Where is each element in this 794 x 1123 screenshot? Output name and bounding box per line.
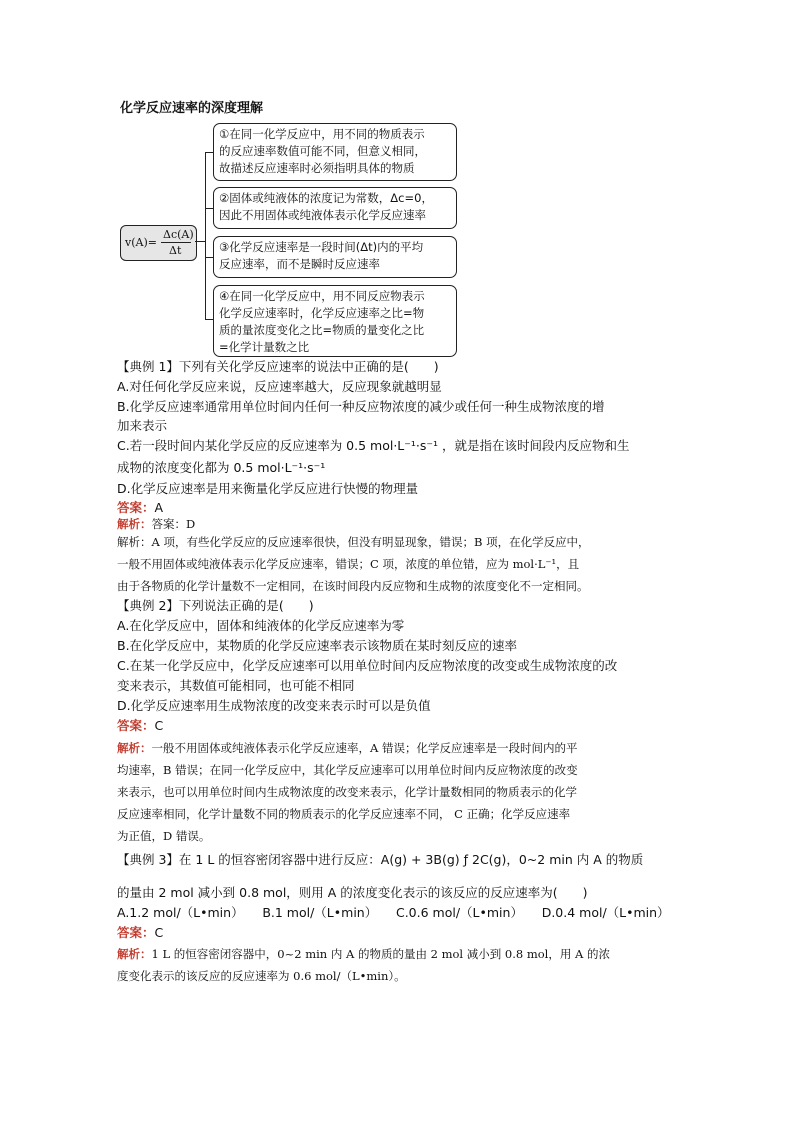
ex2-analysis-line4: 反应速率相同，化学计量数不同的物质表示的化学反应速率不同， C 正确；化学反应速率 (117, 807, 571, 821)
connector-3 (205, 257, 213, 258)
ex3-analysis-line1 (117, 943, 610, 965)
ex1-option-d: D.化学反应速率是用来衡量化学反应进行快慢的物理量 (117, 481, 419, 496)
ex2-option-d: D.化学反应速率用生成物浓度的改变来表示时可以是负值 (117, 698, 431, 713)
concept-box-2 (213, 187, 457, 229)
answer-value: A (154, 500, 164, 515)
page-title: 化学反应速率的深度理解 (120, 101, 264, 116)
ex1-option-b-line1: B.化学反应速率通常用单位时间内任何一种反应物浓度的减少或任何一种生成物浓度的增 (117, 399, 605, 414)
connector-4 (205, 319, 213, 320)
answer-label: 答案： (117, 925, 155, 940)
connector-main (195, 241, 205, 242)
ex1-analysis-line3: 由于各物质的化学计量数不一定相同，在该时间段内反应物和生成物的浓度变化不一定相同。 (117, 579, 589, 593)
ex3-analysis-line2: 度变化表示的该反应的反应速率为 0.6 mol/（L•min）。 (117, 969, 406, 983)
fraction-bar (161, 242, 191, 243)
analysis-text: 一般不用固体或纯液体表示化学反应速率，A 错误；化学反应速率是一段时间内的平 (151, 741, 578, 755)
ex1-option-b-line2: 加来表示 (117, 418, 168, 433)
ex1-analysis-line2: 一般不用固体或纯液体表示化学反应速率，错误；C 项，浓度的单位错，应为 mol·L⁻¹，且 (117, 557, 580, 571)
concept-box-3 (213, 236, 457, 278)
box4-line2: 化学反应速率时，化学反应速率之比=物 (219, 306, 425, 320)
formula-lhs: v(A)= (125, 236, 157, 249)
ex2-analysis-line1 (117, 737, 577, 759)
answer-label: 答案： (117, 718, 155, 733)
ex3-question-line2: 的量由 2 mol 减小到 0.8 mol，则用 A 的浓度变化表示的该反应的反应速率为( ) (117, 885, 588, 900)
ex2-question: 【典例 2】下列说法正确的是( ) (117, 598, 314, 613)
rate-formula (120, 225, 197, 261)
ex2-analysis-line2: 均速率，B 错误；在同一化学反应中，其化学反应速率可以用单位时间内反应物浓度的改变 (117, 763, 578, 777)
ex2-analysis-line5: 为正值，D 错误。 (117, 829, 211, 843)
ex3-options: A.1.2 mol/（L•min） B.1 mol/（L•min） C.0.6 mol/（L•min） D.0.4 mol/（L•min） (117, 905, 670, 920)
ex2-option-a: A.在化学反应中，固体和纯液体的化学反应速率为零 (117, 618, 405, 633)
box4-line1: ④在同一化学反应中，用不同反应物表示 (219, 289, 425, 303)
connector-1 (205, 152, 213, 153)
ex3-question-line1: 【典例 3】在 1 L 的恒容密闭容器中进行反应：A(g) + 3B(g) ƒ 2C(g)，0~2 min 内 A 的物质 (117, 852, 644, 867)
box2-line2: 因此不用固体或纯液体表示化学反应速率 (219, 208, 426, 222)
box4-line3: 质的量浓度变化之比=物质的量变化之比 (219, 323, 425, 337)
box4-line4: =化学计量数之比 (219, 340, 310, 354)
answer-value: C (154, 718, 164, 733)
ex2-option-c-line2: 变来表示，其数值可能相同，也可能不相同 (117, 678, 355, 693)
box3-line2: 反应速率，而不是瞬时反应速率 (219, 257, 380, 271)
analysis-label: 解析： (117, 741, 152, 755)
ex1-option-a: A.对任何化学反应来说，反应速率越大，反应现象就越明显 (117, 379, 442, 394)
answer-label: 答案： (117, 500, 155, 515)
ex2-analysis-line3: 来表示，也可以用单位时间内生成物浓度的改变来表示，化学计量数相同的物质表示的化学 (117, 785, 577, 799)
analysis-first: 答案：D (151, 517, 196, 531)
ex2-option-c-line1: C.在某一化学反应中，化学反应速率可以用单位时间内反应物浓度的改变或生成物浓度的改 (117, 658, 618, 673)
ex1-option-c-line1: C.若一段时间内某化学反应的反应速率为 0.5 mol·L⁻¹·s⁻¹ ，就是指在该时间段内反应物和生 (117, 438, 630, 453)
box1-line1: ①在同一化学反应中，用不同的物质表示 (219, 127, 425, 141)
formula-numerator: Δc(A) (163, 228, 194, 241)
analysis-label: 解析： (117, 947, 152, 961)
box1-line3: 故描述反应速率时必须指明具体的物质 (219, 161, 415, 175)
box3-line1: ③化学反应速率是一段时间(Δt)内的平均 (219, 240, 424, 254)
connector-2 (205, 208, 213, 209)
ex2-answer (117, 716, 163, 736)
answer-value: C (154, 925, 164, 940)
box2-line1: ②固体或纯液体的浓度记为常数，Δc=0， (219, 191, 433, 205)
ex3-answer (117, 923, 163, 943)
analysis-label: 解析： (117, 517, 152, 531)
connector-vertical (205, 152, 206, 319)
box1-line2: 的反应速率数值可能不同，但意义相同， (219, 144, 426, 158)
ex1-option-c-line2: 成物的浓度变化都为 0.5 mol·L⁻¹·s⁻¹ (117, 460, 326, 475)
analysis-text: 1 L 的恒容密闭容器中，0~2 min 内 A 的物质的量由 2 mol 减小到 0.8 mol，用 A 的浓 (151, 947, 610, 961)
concept-box-1 (213, 123, 457, 181)
ex1-question: 【典例 1】下列有关化学反应速率的说法中正确的是( ) (117, 359, 439, 374)
ex1-analysis-line1: 解析：A 项，有些化学反应的反应速率很快，但没有明显现象，错误；B 项，在化学反应中， (117, 535, 590, 549)
ex2-option-b: B.在化学反应中，某物质的化学反应速率表示该物质在某时刻反应的速率 (117, 638, 518, 653)
formula-denominator: Δt (169, 244, 182, 257)
concept-box-4 (213, 285, 457, 357)
